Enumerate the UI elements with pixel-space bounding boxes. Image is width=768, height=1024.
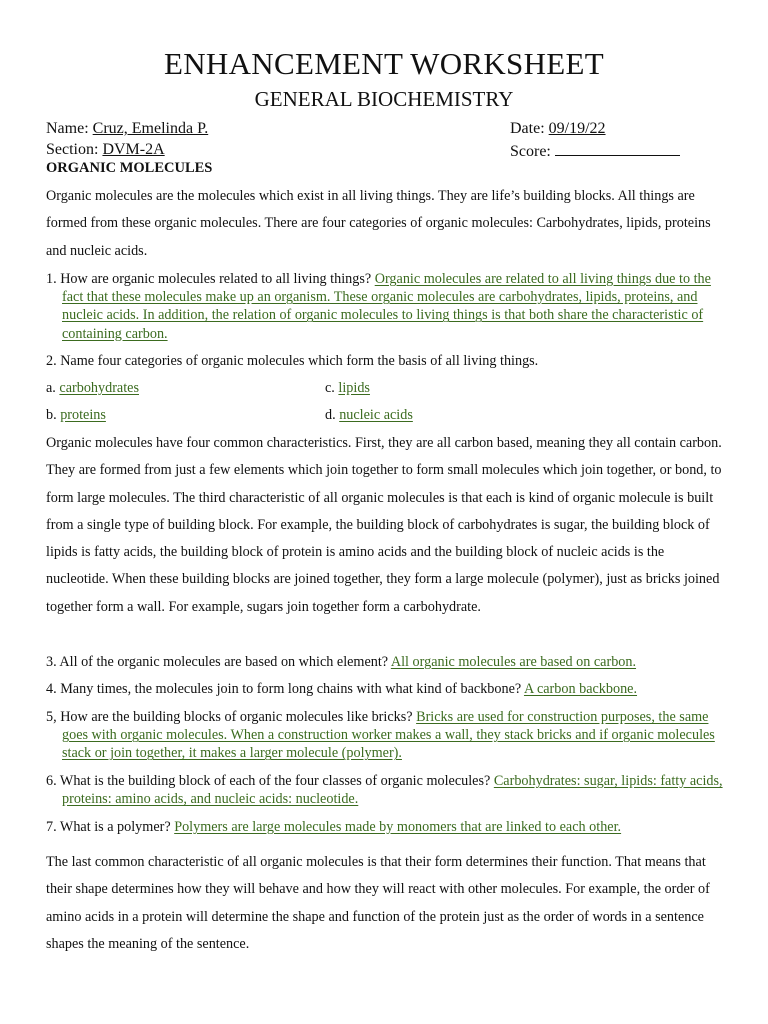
question-4 [46,680,732,698]
question-1-answer: Organic molecules are related to all living things due to the fact that these molecules make up an organism. These organic molecules are carbohydrates, lipids, proteins, and nucleic acids. In addition, the relation of organic molecules to living things is that both share the characteristic of containing carbon. [62,271,711,342]
question-1 [46,270,732,343]
question-7 [46,818,732,836]
question-6-text: 6. What is the building block of each of the four classes of organic molecules? [46,773,494,789]
question-2-text: 2. Name four categories of organic molecules which form the basis of all living things. [46,353,539,369]
form-function-paragraph: The last common characteristic of all organic molecules is that their form determines their function. That means that their shape determines how they will behave and how they will react with other molecules. For example, the order of amino acids in a protein will determine the shape and function of the protein just as the order of words in a sentence shapes the meaning of the sentence. [46,854,710,952]
section-heading: ORGANIC MOLECULES [46,160,213,176]
date-line [510,120,606,138]
answer-b-label: b. [46,407,61,423]
characteristics-paragraph: Organic molecules have four common characteristics. First, they are all carbon based, meaning they all contain carbon. They are formed from just a few elements which join together to form small molecules which join together, or bond, to form large molecules. The third characteristic of all organic molecules is that each is kind of organic molecule is built from a single type of building block. For example, the building block of carbohydrates is sugar, the building block of lipids is fatty acids, the building block of protein is amino acids and the building block of nucleic acids is the nucleotide. When these building blocks are joined together, they form a large molecule (polymer), just as bricks joined together form a wall. For example, sugars join together form a carbohydrate. [46,435,722,615]
answer-b [46,407,106,424]
worksheet-title: ENHANCEMENT WORKSHEET [164,46,604,81]
intro-paragraph: Organic molecules are the molecules which exist in all living things. They are life’s building blocks. All things are formed from these organic molecules. There are four categories of organic molecules: Carbohydrates, lipids, proteins and nucleic acids. [46,188,711,259]
section-label: Section: [46,141,103,158]
question-3-answer: All organic molecules are based on carbon. [390,654,637,670]
score-line [510,141,680,161]
question-7-text: 7. What is a polymer? [46,819,175,835]
date-label: Date: [510,120,549,137]
name-value: Cruz, Emelinda P. [92,120,209,137]
section-value: DVM-2A [102,141,165,158]
answer-c-label: c. [325,380,339,396]
question-4-answer: A carbon backbone. [523,681,638,697]
question-7-answer: Polymers are large molecules made by monomers that are linked to each other. [174,819,622,835]
name-line [46,120,208,138]
score-blank [555,141,680,156]
question-3 [46,653,732,671]
answer-a-label: a. [46,380,60,396]
question-5 [46,708,732,763]
answer-c-value: lipids [338,380,370,396]
date-value: 09/19/22 [548,120,606,137]
question-5-text: 5, How are the building blocks of organic molecules like bricks? [46,709,417,725]
question-4-text: 4. Many times, the molecules join to form long chains with what kind of backbone? [46,681,524,697]
question-5-answer: Bricks are used for construction purposes, the same goes with organic molecules. When a construction worker makes a wall, they stack bricks and if organic molecules stack or join together, it makes a larger molecule (polymer). [62,709,715,762]
answer-d-value: nucleic acids [339,407,413,423]
question-3-text: 3. All of the organic molecules are based on which element? [46,654,391,670]
question-1-text: 1. How are organic molecules related to all living things? [46,271,375,287]
question-2 [46,352,732,370]
answer-a [46,380,139,397]
answer-d-label: d. [325,407,340,423]
answer-b-value: proteins [60,407,106,423]
name-label: Name: [46,120,93,137]
section-line [46,141,165,159]
score-label: Score: [510,143,555,160]
answer-d [325,407,413,424]
question-6 [46,772,732,808]
question-6-answer: Carbohydrates: sugar, lipids: fatty acids, proteins: amino acids, and nucleic acids: nucleotide. [62,773,723,808]
worksheet-subtitle: GENERAL BIOCHEMISTRY [254,87,514,111]
answer-a-value: carbohydrates [59,380,139,396]
answer-c [325,380,370,397]
